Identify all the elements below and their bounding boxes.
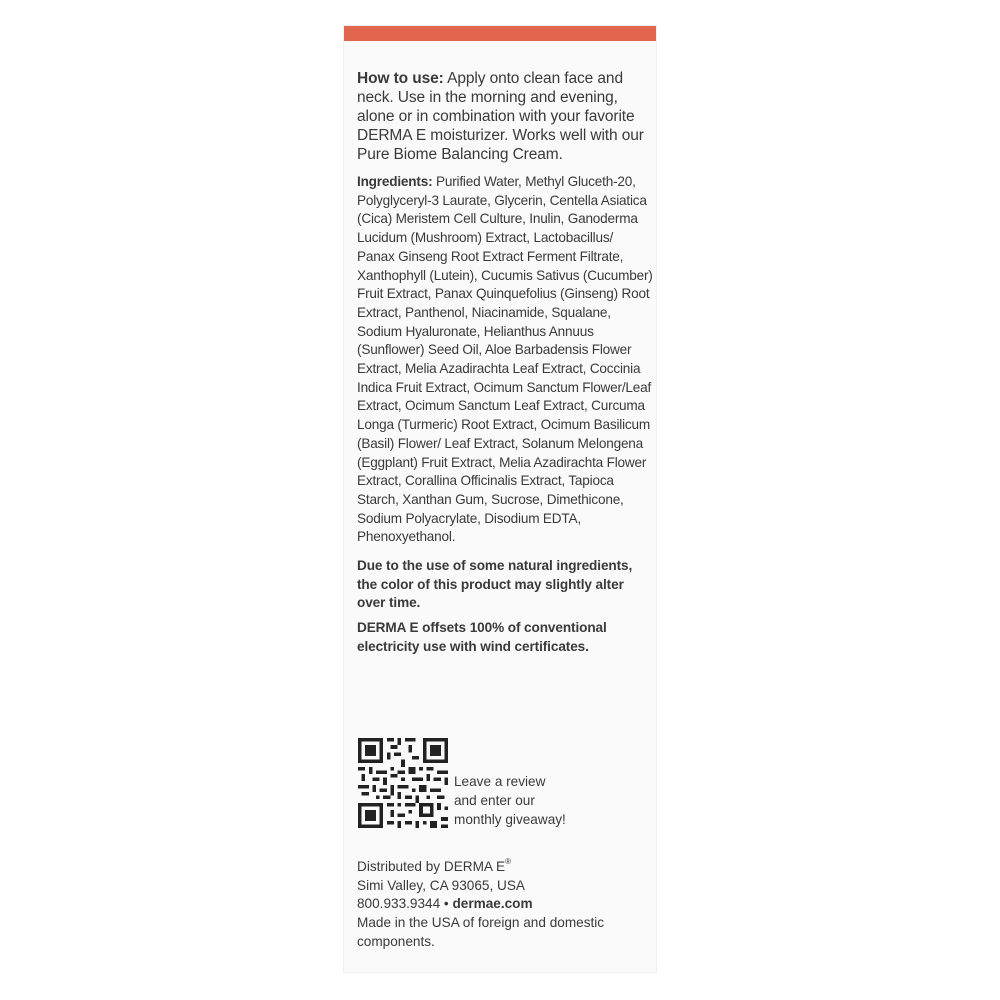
ingredients-text: Purified Water, Methyl Gluceth-20, Polyglyceryl-3 Laurate, Glycerin, Centella Asiatica (Cica) Meristem Cell Culture, Inulin, Ganoderma Lucidum (Mushroom) Extract, Lactobacillus/ Panax Ginseng Root Extract Ferment Filtrate, Xanthophyll (Lutein), Cucumis Sativus (Cucumber) Fruit Extract, Panax Quinquefolius (Ginseng) Root Extract, Panthenol, Niacinamide, Squalane, Sodium Hyaluronate, Helianthus Annuus (Sunflower) Seed Oil, Aloe Barbadensis Flower Extract, Melia Azadirachta Leaf Extract, Coccinia Indica Fruit Extract, Ocimum Sanctum Flower/Leaf Extract, Ocimum Sanctum Leaf Extract, Curcuma Longa (Turmeric) Root Extract, Ocimum Basilicum (Basil) Flower/ Leaf Extract, Solanum Melongena (Eggplant) Fruit Extract, Melia Azadirachta Flower Extract, Corallina Officinalis Extract, Tapioca Starch, Xanthan Gum, Sucrose, Dimethicone, Sodium Polyacrylate, Disodium EDTA, Phenoxyethanol. [357,174,653,545]
review-line: and enter our [454,793,535,808]
review-section [358,738,648,828]
phone-number: 800.933.9344 [357,896,441,912]
qr-code-icon[interactable] [358,738,448,828]
distributor-line [357,858,653,877]
review-line: monthly giveaway! [454,812,566,827]
color-note: Due to the use of some natural ingredients, the color of this product may slightly alter over time. [357,558,633,611]
offset-note: DERMA E offsets 100% of conventional electricity use with wind certificates. [357,620,607,654]
review-text [454,772,566,829]
distributor-info [357,858,653,952]
how-to-use-text: Apply onto clean face and neck. Use in the morning and evening, alone or in combination with your favorite DERMA E moisturizer. Works well with our Pure Biome Balancing Cream. [357,70,644,163]
distributor-contact [357,895,653,914]
distributor-name: Distributed by DERMA E [357,859,506,874]
registered-mark: ® [505,857,511,866]
how-to-use-label: How to use: [357,70,444,87]
made-in-statement: Made in the USA of foreign and domestic components. [357,915,605,949]
distributor-address: Simi Valley, CA 93065, USA [357,877,525,893]
ingredients [357,173,653,547]
review-line: Leave a review [454,774,546,789]
website-link[interactable]: dermae.com [452,896,533,912]
ingredients-label: Ingredients: [357,174,433,189]
label-content [357,69,653,663]
separator-dot: • [440,896,453,912]
label-panel [344,26,656,972]
how-to-use [357,69,653,164]
accent-bar [344,26,656,41]
